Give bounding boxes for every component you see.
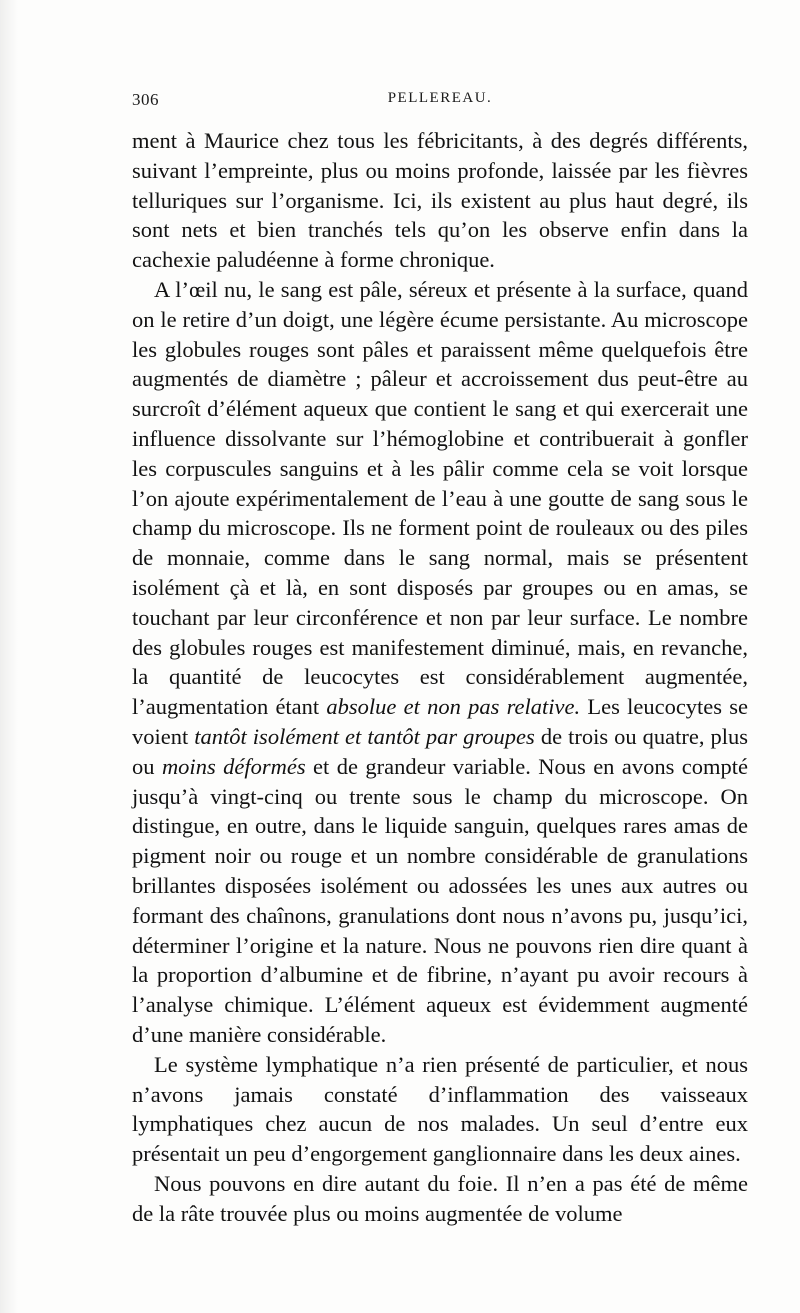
running-head	[132, 90, 748, 114]
paragraph-2-text-2: Les leucocytes se voient	[132, 694, 749, 749]
page-number: 306	[132, 90, 159, 109]
paragraph-1-text: ment à Maurice chez tous les fébricitants, à des degrés différents, suivant l’empreinte, plus ou moins profonde, laissée par les fièvres telluriques sur l’organisme. Ici, ils existent au plus haut degré, ils sont nets et bien tranchés tels qu’on les observe enfin dans la cachexie paludéenne à forme chronique.	[132, 128, 748, 273]
paragraph-2	[132, 275, 748, 1050]
paragraph-4-text: Nous pouvons en dire autant du foie. Il n’en a pas été de même de la râte trouvée plus ou moins augmentée de volume	[132, 1170, 748, 1226]
paragraph-2-italic-1: absolue et non pas relative.	[326, 694, 581, 720]
paragraph-4	[132, 1169, 748, 1229]
running-title: PELLEREAU.	[387, 90, 493, 106]
paragraph-3-text: Le système lymphatique n’a rien présenté de particulier, et nous n’avons jamais constaté d’inflammation des vaisseaux lymphatiques chez aucun de nos malades. Un seul d’entre eux présentait un peu d’engorgement ganglionnaire dans les deux aines.	[132, 1051, 748, 1167]
paragraph-2-text-4: et de grandeur variable. Nous en avons compté jusqu’à vingt-cinq ou trente sous le champ du microscope. On distingue, en outre, dans le liquide sanguin, quelques rares amas de pigment noir ou rouge et un nombre considérable de granulations brillantes disposées isolément ou adossées les unes aux autres ou formant des chaînons, granulations dont nous n’avons pu, jusqu’ici, déterminer l’origine et la nature. Nous ne pouvons rien dire quant à la proportion d’albumine et de fibrine, n’ayant pu avoir recours à l’analyse chimique. L’élément aqueux est évidemment augmenté d’une manière considérable.	[132, 753, 749, 1047]
paragraph-3	[132, 1050, 748, 1169]
paragraph-2-italic-3: moins déformés	[161, 753, 306, 779]
paragraph-2-text: A l’œil nu, le sang est pâle, séreux et présente à la surface, quand on le retire d’un doigt, une légère écume persistante. Au microscope les globules rouges sont pâles et paraissent même quelquefois être augmentés de diamètre ; pâleur et accroissement dus peut-être au surcroît d’élément aqueux que contient le sang et qui exercerait une influence dissolvante sur l’hémoglobine et contribuerait à gonfler les corpuscules sanguins et à les pâlir comme cela se voit lorsque l’on ajoute expérimentalement de l’eau à une goutte de sang sous le champ du microscope. Ils ne forment point de rouleaux ou des piles de monnaie, comme dans le sang normal, mais se présentent isolément çà et là, en sont disposés par groupes ou en amas, se touchant par leur circonférence et non par leur surface. Le nombre des globules rouges est manifestement diminué, mais, en revanche, la quantité de leucocytes est considérablement augmentée, l’augmentation étant	[132, 276, 748, 720]
body-text	[132, 126, 748, 1228]
paragraph-2-text-3: de trois ou quatre, plus ou	[132, 723, 749, 779]
paragraph-2-italic-2: tantôt isolément et tantôt par groupes	[194, 723, 535, 749]
paragraph-1	[132, 126, 748, 275]
